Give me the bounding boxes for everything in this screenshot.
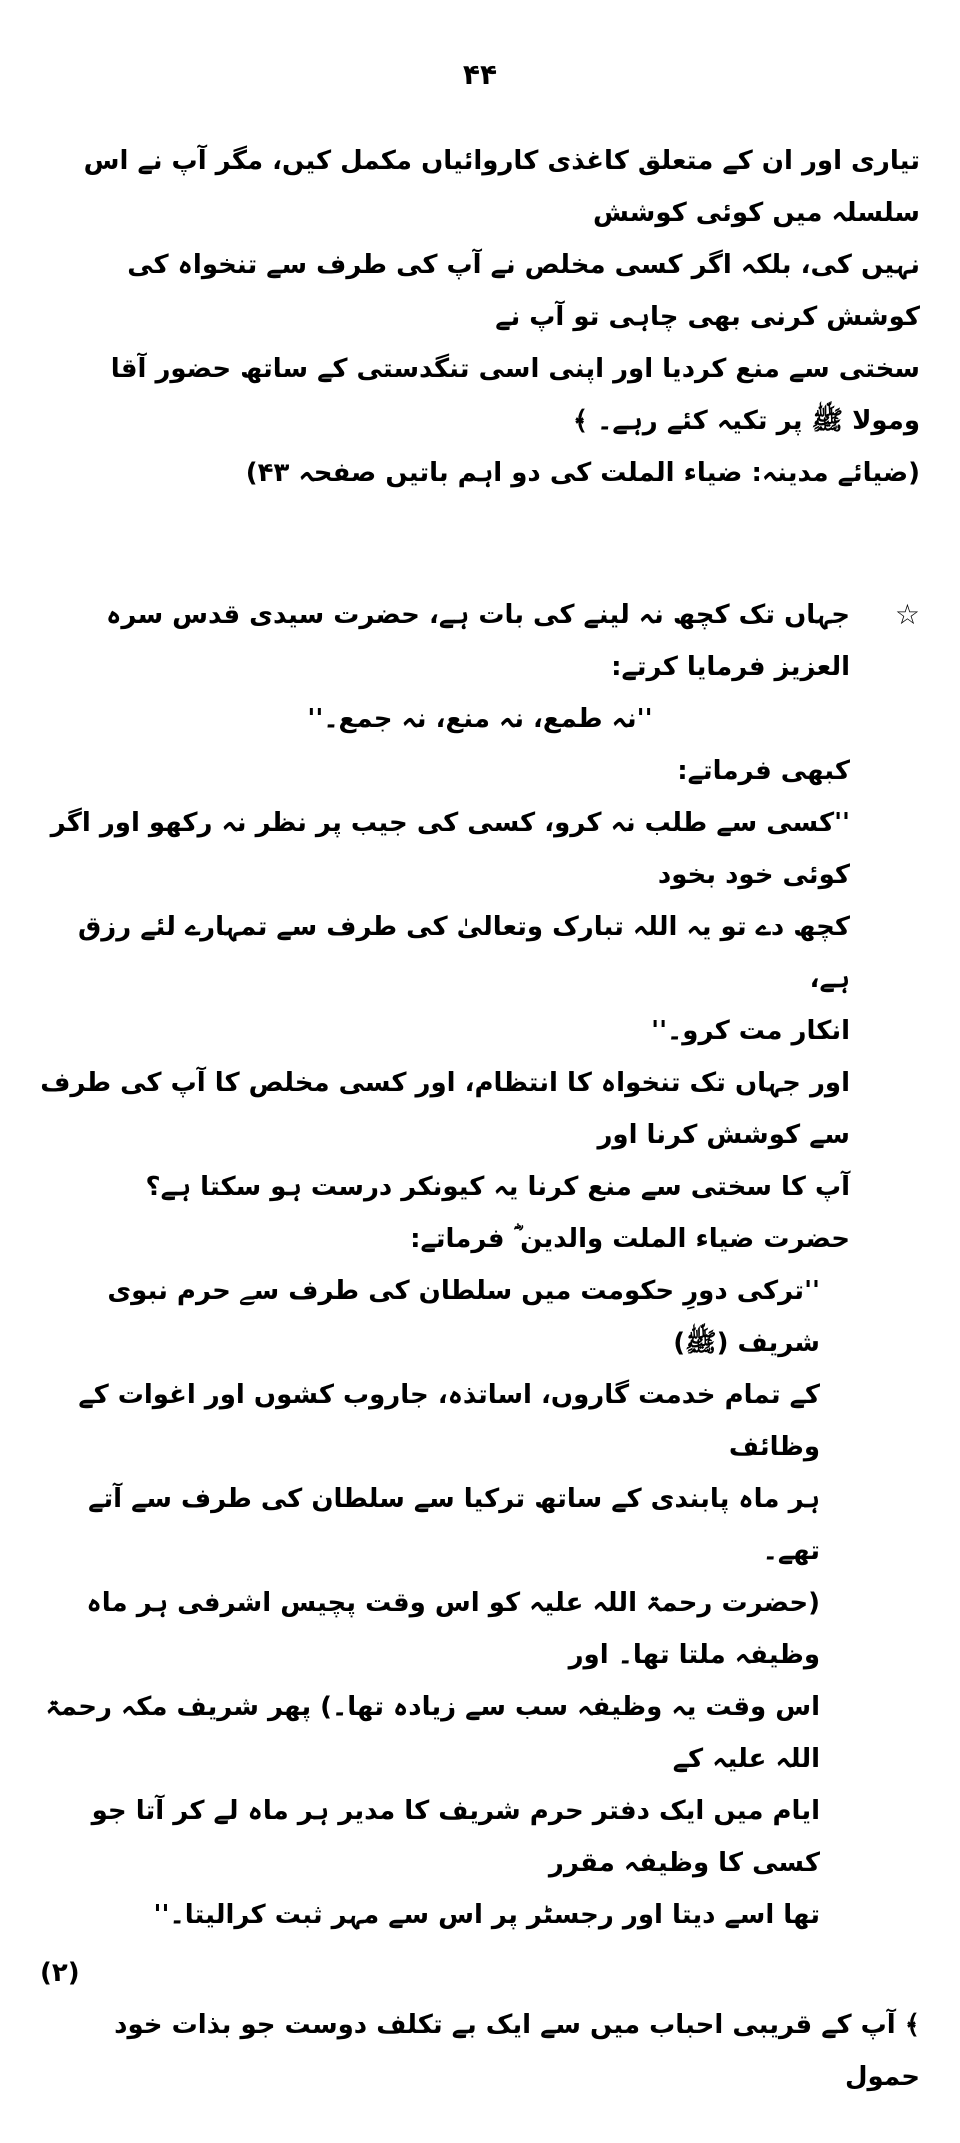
quote-line: انکار مت کرو۔'' — [651, 1016, 850, 1046]
quote-line: کچھ دے تو یہ اللہ تبارک وتعالیٰ کی طرف سے تمہارے لئے رزق ہے، — [78, 912, 850, 994]
text-line: اور جہاں تک تنخواہ کا انتظام، اور کسی مخلص کا آپ کی طرف سے کوشش کرنا اور — [40, 1068, 850, 1150]
source-reference: (ضیائے مدینہ: ضیاء الملت کی دو اہم باتیں صفحہ ۴۳) — [245, 458, 920, 488]
text-line: حضرت ضیاء الملت والدین ؓ فرماتے: — [410, 1224, 850, 1254]
section-number: (۲) — [40, 1958, 80, 1988]
quote-line: ''کسی سے طلب نہ کرو، کسی کی جیب پر نظر نہ رکھو اور اگر کوئی خود بخود — [50, 808, 850, 890]
text-line: سختی سے منع کردیا اور اپنی اسی تنگدستی کے ساتھ حضور آقا ومولا ﷺ پر تکیہ کئے رہے۔ ﴾ — [110, 354, 920, 436]
quote-line: ایام میں ایک دفتر حرم شریف کا مدیر ہر ماہ لے کر آتا جو کسی کا وظیفہ مقرر — [91, 1796, 820, 1878]
quote-line: کے تمام خدمت گاروں، اساتذہ، جاروب کشوں اور اغوات کے وظائف — [78, 1380, 820, 1462]
quote-line: تھا اسے دیتا اور رجسٹر پر اس سے مہر ثبت کرالیتا۔'' — [153, 1900, 820, 1930]
text-line: نہیں کی، بلکہ اگر کسی مخلص نے آپ کی طرف سے تنخواہ کی کوشش کرنی بھی چاہی تو آپ نے — [127, 250, 920, 332]
starred-item — [40, 589, 920, 693]
quote-line: (حضرت رحمۃ اللہ علیہ کو اس وقت پچیس اشرفی ہر ماہ وظیفہ ملتا تھا۔ اور — [86, 1588, 820, 1670]
page-number: ۴۴ — [462, 58, 498, 91]
text-line: تیاری اور ان کے متعلق کاغذی کاروائیاں مکمل کیں، مگر آپ نے اس سلسلہ میں کوئی کوشش — [83, 146, 920, 228]
quote-line: ہر ماہ پابندی کے ساتھ ترکیا سے سلطان کی طرف سے آتے تھے۔ — [88, 1484, 820, 1566]
quote-line: ''ترکی دورِ حکومت میں سلطان کی طرف سے حرم نبوی شریف (ﷺ) — [107, 1276, 820, 1358]
quote-line: اس وقت یہ وظیفہ سب سے زیادہ تھا۔) پھر شریف مکہ رحمۃ اللہ علیہ کے — [45, 1692, 820, 1774]
star-icon: ☆ — [894, 598, 920, 631]
text-line: ﴾ آپ کے قریبی احباب میں سے ایک بے تکلف دوست جو بذات خود حمول — [114, 2010, 920, 2092]
text-line: کبھی فرماتے: — [677, 756, 850, 786]
text-line: جہاں تک کچھ نہ لینے کی بات ہے، حضرت سیدی قدس سرہ العزیز فرمایا کرتے: — [106, 600, 850, 682]
text-line: آپ کا سختی سے منع کرنا یہ کیونکر درست ہو سکتا ہے؟ — [145, 1172, 850, 1202]
quote-line: ''نہ طمع، نہ منع، نہ جمع۔'' — [307, 704, 653, 734]
